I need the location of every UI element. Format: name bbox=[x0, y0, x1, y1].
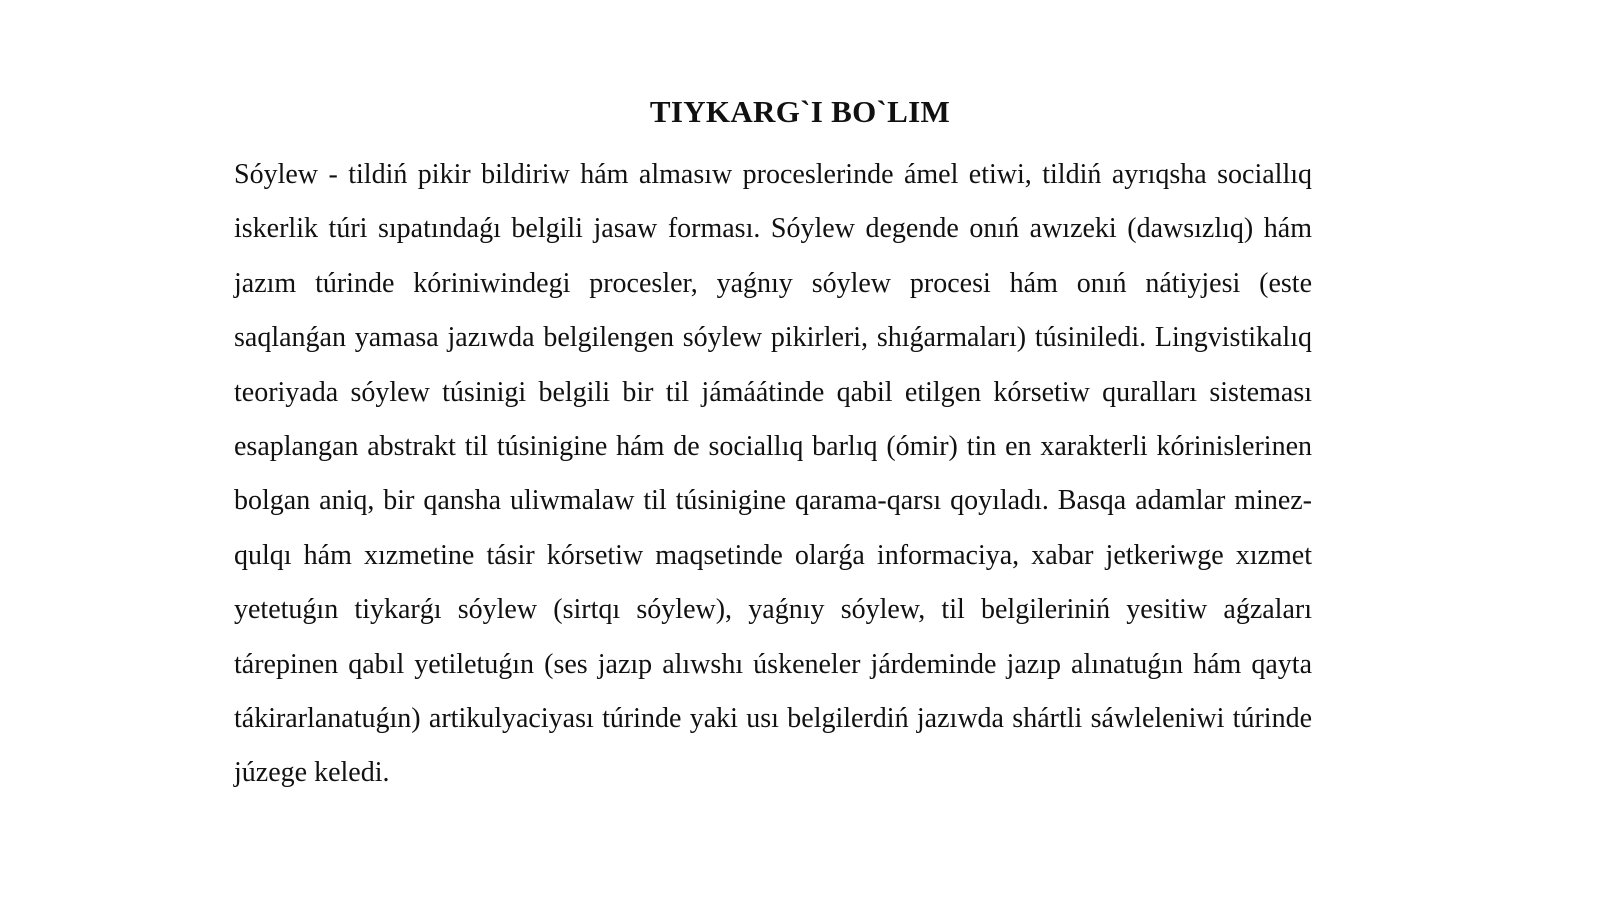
body-paragraph: Sóylew - tildiń pikir bildiriw hám almasıw proceslerinde ámel etiwi, tildiń ayrıqsha sociallıq iskerlik túri sıpatındaǵı belgili jasaw forması. Sóylew degende onıń awızeki (dawsızlıq) hám jazım túrinde kóriniwindegi procesler, yaǵnıy sóylew procesi hám onıń nátiyjesi (este saqlanǵan yamasa jazıwda belgilengen sóylew pikirleri, shıǵarmaları) túsiniledi. Lingvistikalıq teoriyada sóylew túsinigi belgili bir til jámáátinde qabil etilgen kórsetiw quralları sisteması esaplangan abstrakt til túsinigine hám de sociallıq barlıq (ómir) tin en xarakterli kórinislerinen bolgan aniq, bir qansha uliwmalaw til túsinigine qarama-qarsı qoyıladı. Basqa adamlar minez-qulqı hám xızmetine tásir kórsetiw maqsetinde olarǵa informaciya, xabar jetkeriwge xızmet yetetuǵın tiykarǵı sóylew (sirtqı sóylew), yaǵnıy sóylew, til belgileriniń yesitiw aǵzaları tárepinen qabıl yetiletuǵın (ses jazıp alıwshı úskeneler járdeminde jazıp alınatuǵın hám qayta tákirarlanatuǵın) artikulyaciyası túrinde yaki usı belgilerdiń jazıwda shártli sáwleleniwi túrinde júzege keledi. bbox=[234, 159, 1312, 789]
section-heading: TIYKARG`I BO`LIM bbox=[649, 94, 951, 129]
